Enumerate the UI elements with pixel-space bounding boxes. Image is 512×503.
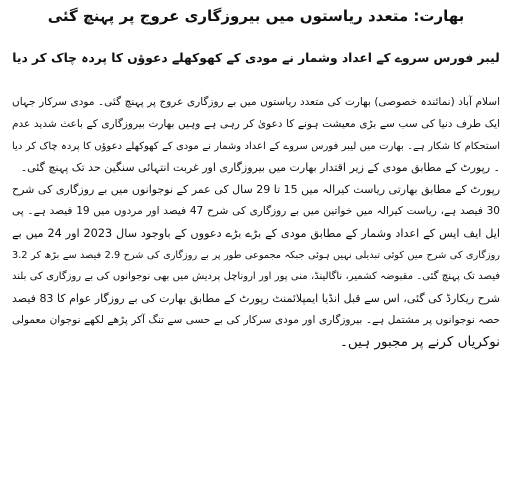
article-body [12, 92, 500, 354]
body-line: استحکام کا شکار ہے۔ بھارت میں لیبر فورس سروے کے اعداد وشمار نے مودی کے کھوکھلے دعوؤں کا پردہ چاک کر دیا [12, 140, 500, 152]
body-line: نوکریاں کرنے پر مجبور ہیں۔ [340, 333, 500, 350]
body-line: ۔ رپورٹ کے مطابق مودی کے زیر اقتدار بھارت میں بیروزگاری اور غربت انتہائی سنگین حد تک پہنچ گئی۔ [20, 161, 500, 175]
body-line: شرح ریکارڈ کی گئی، اس سے قبل انڈیا ایمپلائمنٹ رپورٹ کے مطابق بھارت کی بے روزگار عوام کا 83 فیصد [12, 292, 500, 306]
subheadline: لیبر فورس سروے کے اعداد وشمار نے مودی کے کھوکھلے دعوؤں کا پردہ چاک کر دیا [12, 51, 500, 65]
body-line: 30 فیصد ہے، ریاست کیرالہ میں خواتین میں بے روزگاری کی شرح 47 فیصد اور مردوں میں 19 فیصد ہے۔ پی [12, 204, 500, 217]
body-line: اسلام آباد (نمائندہ خصوصی) بھارت کی متعدد ریاستوں میں بے روزگاری عروج پر پہنچ گئی۔ مودی سرکار جہاں [12, 96, 500, 108]
body-line: ایل ایف ایس کے اعداد وشمار کے مطابق مودی کے بڑے بڑے دعووں کے باوجود سال 2023 اور 24 میں بے [12, 226, 500, 240]
headline: بھارت: متعدد ریاستوں میں بیروزگاری عروج پر پہنچ گئی [47, 7, 465, 25]
body-line: روزگاری کی شرح میں کوئی تبدیلی نہیں ہوئی جبکہ مجموعی طور پر بے روزگاری کی شرح 2.9 فیصد سے بڑھ کر 3.2 [12, 249, 500, 261]
body-line: فیصد تک پہنچ گئی۔ مقبوضہ کشمیر، ناگالینڈ، منی پور اور اروناچل پردیش میں بھی نوجوانوں کی بے روزگاری کی بلند [12, 271, 500, 283]
body-line: ایک طرف دنیا کی سب سے بڑی معیشت ہونے کا دعویٰ کر رہی ہے وہیں بھارت بیروزگاری کے باعث شدید عدم [12, 117, 500, 130]
body-line: رپورٹ کے مطابق بھارتی ریاست کیرالہ میں 15 تا 29 سال کی عمر کے نوجوانوں میں بے روزگاری کی شرح [12, 183, 500, 197]
body-line: حصہ نوجوانوں پر مشتمل ہے۔ بیروزگاری اور مودی سرکار کی بے حسی سے تنگ آکر پڑھے لکھے نوجوان معمولی [12, 313, 500, 326]
